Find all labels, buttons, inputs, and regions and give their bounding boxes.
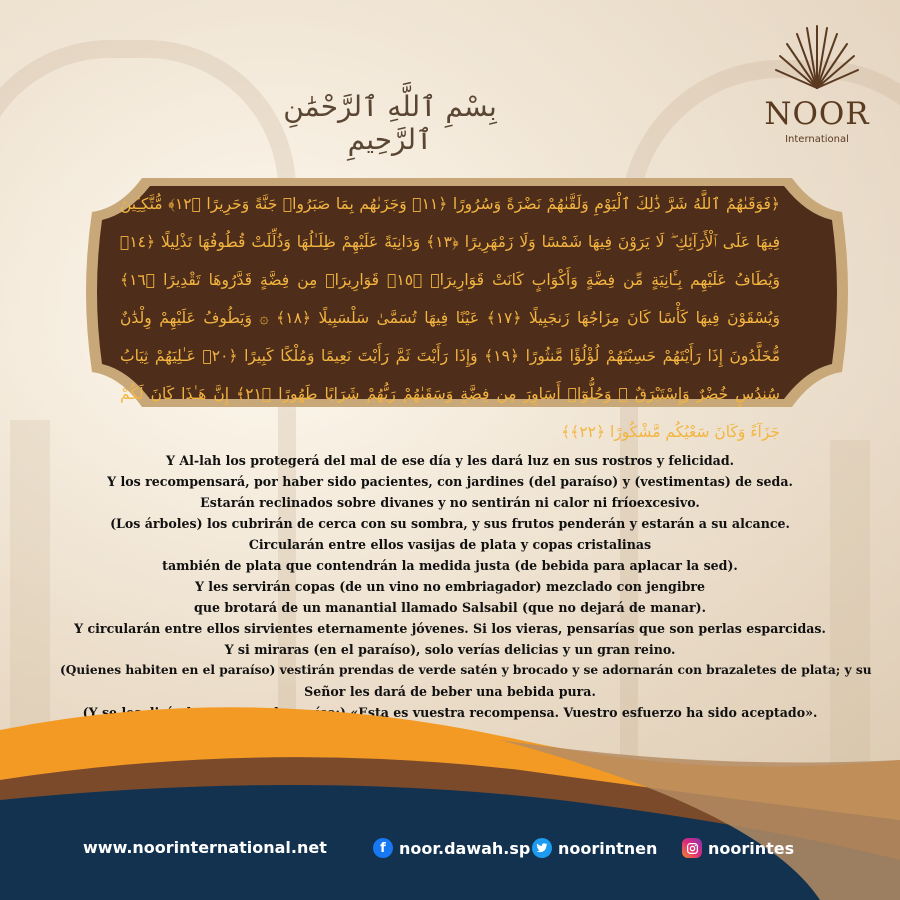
twitter-handle[interactable]: noorintnen [558,838,658,858]
translation-line: (Los árboles) los cubrirán de cerca con su sombra, y sus frutos penderán y estarán a su alcance. [110,516,790,531]
twitter-icon [532,838,552,858]
translation-line: (Y se les dirá al entrar en el paraíso:) «Esta es vuestra recompensa. Vuestro esfuerzo ha sido aceptado». [82,705,818,720]
translation-line: Y si miraras (en el paraíso), solo verías delicias y un gran reino. [224,642,676,657]
translation-line: también de plata que contendrán la medida justa (de bebida para aplacar la sed). [162,558,738,573]
translation-line: Y circularán entre ellos sirvientes eternamente jóvenes. Si los vieras, pensarías que son perlas esparcidas. [74,621,826,636]
footer [0,838,900,864]
facebook-handle[interactable]: noor.dawah.sp [399,838,531,858]
spanish-translation [60,450,872,723]
website-link[interactable] [83,838,327,857]
translation-line: que brotará de un manantial llamado Salsabil (que no dejará de manar). [194,600,706,615]
arabic-verse-text: ﴿فَوَقَىٰهُمُ ٱللَّهُ شَرَّ ذَٰلِكَ ٱلْيَوْمِ وَلَقَّىٰهُمْ نَضْرَةً وَسُرُورًا ﴿١١﴾ وَجَزَىٰهُم بِمَا صَبَرُوا۟ جَنَّةً وَحَرِيرًا ﴿١٢﴾ مُّتَّكِـِٔينَ فِيهَا عَلَى ٱلْأَرَآئِكِ ۖ لَا يَرَوْنَ فِيهَا شَمْسًا وَلَا زَمْهَرِيرًا ﴿١٣﴾ وَدَانِيَةً عَلَيْهِمْ ظِلَـٰلُهَا وَذُلِّلَتْ قُطُوفُهَا تَذْلِيلًا ﴿١٤﴾ وَيُطَافُ عَلَيْهِم بِـَٔانِيَةٍ مِّن فِضَّةٍ وَأَكْوَابٍ كَانَتْ قَوَارِيرَا۠ ﴿١٥﴾ قَوَارِيرَا۟ مِن فِضَّةٍ قَدَّرُوهَا تَقْدِيرًا ﴿١٦﴾ وَيُسْقَوْنَ فِيهَا كَأْسًا كَانَ مِزَاجُهَا زَنجَبِيلًا ﴿١٧﴾ عَيْنًا فِيهَا تُسَمَّىٰ سَلْسَبِيلًا ﴿١٨﴾ ۞ وَيَطُوفُ عَلَيْهِمْ وِلْدَٰنٌ مُّخَلَّدُونَ إِذَا رَأَيْتَهُمْ حَسِبْتَهُمْ لُؤْلُؤًا مَّنثُورًا ﴿١٩﴾ وَإِذَا رَأَيْتَ ثَمَّ رَأَيْتَ نَعِيمًا وَمُلْكًا كَبِيرًا ﴿٢٠﴾ عَـٰلِيَهُمْ ثِيَابُ سُندُسٍ خُضْرٌ وَإِسْتَبْرَقٌ ۖ وَحُلُّوٓا۟ أَسَاوِرَ مِن فِضَّةٍ وَسَقَىٰهُمْ رَبُّهُمْ شَرَابًا طَهُورًا ﴿٢١﴾ إِنَّ هَـٰذَا كَانَ لَكُمْ جَزَآءً وَكَانَ سَعْيُكُم مَّشْكُورًا ﴿٢٢﴾﴾ [120,195,780,441]
translation-line: Y Al-lah los protegerá del mal de ese día y les dará luz en sus rostros y felicidad. [165,453,735,468]
instagram-link[interactable] [682,838,794,858]
translation-line: Estarán reclinados sobre divanes y no sentirán ni calor ni fríoexcesivo. [200,495,700,510]
instagram-icon [682,838,702,858]
translation-line: Señor les dará de beber una bebida pura. [304,684,596,699]
noor-logo-rays [772,22,862,92]
website-text[interactable]: www.noorinternational.net [83,838,327,857]
brand-name: NOOR [764,96,870,132]
brand-subtitle: International [785,134,849,145]
noor-logo [752,22,882,145]
translation-line: Y les servirán copas (de un vino no embriagador) mezclado con jengibre [194,579,706,594]
translation-line: Circularán entre ellos vasijas de plata y copas cristalinas [248,537,652,552]
translation-line: (Quienes habiten en el paraíso) vestirán prendas de verde satén y brocado y se adornarán con brazaletes de plata; y su [60,663,872,677]
instagram-handle[interactable]: noorintes [708,838,795,858]
translation-line: Y los recompensará, por haber sido pacientes, con jardines (del paraíso) y (vestimentas) de seda. [107,474,793,489]
footer-wave [0,700,900,900]
facebook-icon: f [373,838,393,858]
facebook-link[interactable] [373,838,530,858]
twitter-link[interactable] [532,838,657,858]
bismillah-calligraphy: بِسْمِ ٱللَّهِ ٱلرَّحْمَٰنِ ٱلرَّحِيمِ [283,90,497,156]
